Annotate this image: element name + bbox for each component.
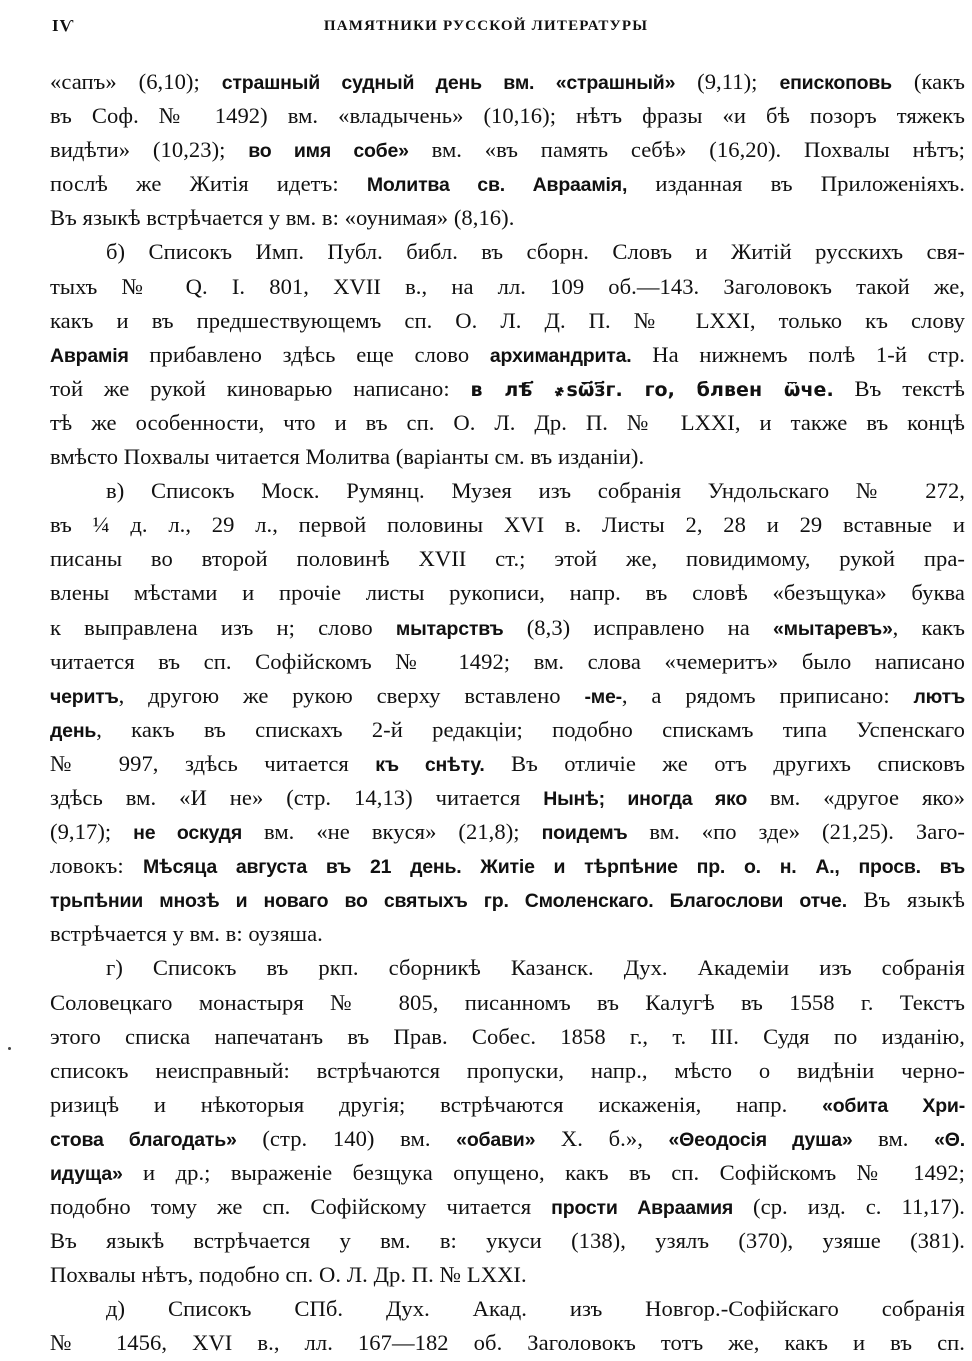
text-line — [50, 338, 965, 372]
bold-text-run: страшный судный день вм. «страшный» — [221, 72, 676, 94]
text-line — [50, 611, 965, 645]
church-slavonic-text-run: в лѣ҃ ҂ѕѿ҃з҃г. го, блвен ѿче. — [470, 378, 834, 401]
text-line — [50, 849, 965, 883]
text-line — [50, 167, 965, 201]
text-line — [50, 508, 965, 542]
bold-text-run: епископовь — [779, 72, 892, 94]
text-line — [50, 1258, 965, 1292]
text-run: въ Соф. № 1492) вм. «владычень» (10,16); нѣтъ фразы «и бѣ позоръ тяжекъ — [50, 103, 965, 129]
bold-text-run: -ме- — [584, 685, 622, 708]
text-run: тѣ же особенности, что и въ сп. О. Л. Др. П. № LXXI, и также въ концѣ — [50, 409, 965, 435]
text-run: Похвалы нѣтъ, подобно сп. О. Л. Др. П. № LXXI. — [50, 1262, 527, 1288]
text-run: б) Списокъ Имп. Публ. библ. въ сборн. Словъ и Житій русскихъ свя- — [106, 239, 965, 265]
bold-text-run: идуща» — [50, 1163, 123, 1185]
bold-text-run: Мѣсяца августа въ 21 день. Житіе и тѣрпѣние пр. о. н. А., просв. въ — [142, 856, 965, 879]
text-run: ризицѣ и нѣкоторыя другія; встрѣчаются искаженія, напр. — [50, 1091, 823, 1117]
text-run: № 1456, XVI в., лл. 167—182 об. Заголовокъ тотъ же, какъ и въ сп. — [50, 1330, 965, 1356]
bold-text-run: лютъ — [913, 685, 966, 708]
bold-text-run: прости Авраамия — [551, 1197, 734, 1220]
bold-text-run: къ снѣту. — [375, 753, 485, 776]
text-line — [50, 440, 965, 474]
text-line — [50, 270, 965, 304]
text-run: Въ языкѣ встрѣчается у вм. в: «оунимая» (8,16). — [50, 205, 515, 231]
text-line — [50, 406, 965, 440]
bold-text-run: архимандрита. — [489, 344, 632, 367]
text-run: послѣ же Житія идетъ: — [50, 171, 367, 197]
text-run: вм. — [852, 1125, 935, 1151]
text-line — [50, 474, 965, 508]
bold-text-run: поидемъ — [541, 822, 628, 845]
text-line — [50, 1224, 965, 1258]
text-line — [50, 1326, 965, 1360]
text-run: , какъ въ спискахъ 2-й редакціи; подобно спискамъ типа Успенскаго — [96, 716, 965, 742]
text-line — [50, 133, 965, 167]
text-line — [50, 713, 965, 747]
bold-text-run: «обави» — [456, 1128, 536, 1151]
text-line — [50, 679, 965, 713]
text-run: здѣсь вм. «И не» (стр. 14,13) читается — [50, 784, 544, 810]
text-run: г) Списокъ въ ркп. сборникѣ Казанск. Дух. Академіи изъ собранія — [106, 955, 965, 981]
text-run: списокъ неисправный: встрѣчаются пропуски, напр., мѣсто о видѣніи черно- — [50, 1057, 965, 1083]
text-run: «сапъ» (6,10); — [50, 69, 222, 94]
bold-text-run: Нынѣ; иногда яко — [543, 787, 748, 810]
text-run: изданная въ Приложеніяхъ. — [627, 171, 965, 197]
text-run: (ср. изд. с. 11,17). — [733, 1194, 965, 1220]
bold-text-run: стова благодать» — [50, 1128, 237, 1151]
text-line — [50, 781, 965, 815]
text-line — [50, 542, 965, 576]
bold-text-run: Аврамія — [50, 344, 129, 367]
text-line — [50, 1020, 965, 1054]
text-line — [50, 815, 965, 849]
text-run: читается въ сп. Софійскомъ № 1492; вм. слова «чемеритъ» было написано — [50, 648, 965, 674]
text-run: встрѣчается у вм. в: оузяша. — [50, 921, 323, 947]
text-line — [50, 304, 965, 338]
text-run: (8,3) исправлено на — [503, 614, 773, 640]
text-run: этого списка напечатанъ въ Прав. Собес. 1858 г., т. III. Судя по изданію, — [50, 1023, 965, 1049]
text-run: Соловецкаго монастыря № 805, писанномъ въ Калугѣ въ 1558 г. Текстъ — [50, 989, 965, 1015]
bold-text-run: «Θеодосія душа» — [668, 1128, 853, 1151]
text-line — [50, 235, 965, 269]
text-run: (9,17); — [50, 819, 134, 845]
text-run: в) Списокъ Моск. Румянц. Музея изъ собранія Ундольскаго № 272, — [106, 478, 965, 504]
text-run: вмѣсто Похвалы читается Молитва (варіанты см. въ изданіи). — [50, 444, 645, 470]
text-run: подобно тому же сп. Софійскому читается — [50, 1194, 552, 1220]
text-run: , а рядомъ приписано: — [621, 682, 914, 708]
text-line — [50, 1054, 965, 1088]
bold-text-run: день — [50, 719, 97, 742]
text-line — [50, 917, 965, 951]
text-run: видѣти» (10,23); — [50, 137, 249, 163]
text-run: Въ отличіе же отъ другихъ списковъ — [484, 750, 965, 776]
text-line — [50, 576, 965, 610]
text-run: Х. б.», — [535, 1125, 669, 1151]
text-run: вм. «въ память себѣ» (16,20). Похвалы нѣтъ; — [408, 137, 966, 163]
text-line — [50, 645, 965, 679]
text-line — [50, 201, 965, 235]
text-run: к выправлена изъ н; слово — [50, 614, 396, 640]
text-run: Въ текстѣ — [833, 375, 965, 401]
text-line — [50, 1156, 965, 1190]
text-line — [50, 883, 965, 917]
text-run: № 997, здѣсь читается — [50, 750, 376, 776]
bold-text-run: не оскудя — [133, 822, 243, 845]
bold-text-run: «обита Хри- — [822, 1094, 965, 1117]
page-number: IѴ — [52, 16, 75, 35]
text-run: (9,11); — [675, 69, 780, 94]
text-run: и др.; выраженіе безщука опущено, какъ въ сп. Софійскомъ № 1492; — [122, 1160, 965, 1185]
bold-text-run: во имя собе» — [248, 140, 409, 163]
text-line — [50, 99, 965, 133]
text-run: въ ¼ д. л., 29 л., первой половины XVI в. Листы 2, 28 и 29 вставные и — [50, 512, 965, 538]
text-line — [50, 1292, 965, 1326]
text-run: Въ языкѣ встрѣчается у вм. в: укуси (138), узялъ (370), узяше (381). — [50, 1228, 965, 1254]
bold-text-run: Молитва св. Авраамія, — [366, 174, 628, 197]
scan-artifact — [8, 1047, 11, 1050]
text-run: вм. «не вкуся» (21,8); — [242, 819, 542, 845]
text-run: д) Списокъ СПб. Дух. Акад. изъ Новгор.-Софійскаго собранія — [106, 1296, 965, 1322]
text-run: Въ языкѣ — [846, 887, 965, 913]
text-run: влены мѣстами и прочіе листы рукописи, напр. въ словѣ «безъщука» буква — [50, 580, 965, 606]
text-run: прибавлено здѣсь еще слово — [128, 341, 490, 367]
text-run: (стр. 140) вм. — [236, 1125, 457, 1151]
bold-text-run: «Θ. — [934, 1128, 965, 1151]
text-line — [50, 65, 965, 99]
text-line — [50, 747, 965, 781]
bold-text-run: мытарствъ — [395, 617, 504, 640]
body-text — [50, 65, 965, 1361]
text-run: На нижнемъ полѣ 1-й стр. — [631, 341, 965, 367]
text-run: тыхъ № Q. I. 801, XVII в., на лл. 109 об.—143. Заголовокъ такой же, — [50, 273, 965, 299]
text-line — [50, 372, 965, 406]
text-run: писаны во второй половинѣ XVII ст.; этой же, повидимому, рукой пра- — [50, 546, 965, 572]
text-run: какъ и въ предшествующемъ сп. О. Л. Д. П. № LXXI, только къ слову — [50, 307, 965, 333]
text-line — [50, 986, 965, 1020]
text-line — [50, 1088, 965, 1122]
bold-text-run: «мытаревъ» — [773, 617, 893, 640]
text-run: , какъ — [892, 614, 966, 640]
text-line — [50, 951, 965, 985]
running-head — [48, 16, 924, 42]
bold-text-run: черитъ — [50, 685, 119, 708]
text-line — [50, 1190, 965, 1224]
text-run: , другою же рукою сверху вставлено — [118, 682, 585, 708]
text-run: ловокъ: — [50, 853, 143, 879]
text-run: вм. «другое яко» — [747, 784, 965, 810]
text-run: вм. «по зде» (21,25). Заго- — [627, 819, 966, 845]
text-run: (какъ — [891, 69, 965, 94]
running-title: ПАМЯТНИКИ РУССКОЙ ЛИТЕРАТУРЫ — [323, 18, 649, 34]
text-run: той же рукой киноварью написано: — [50, 375, 471, 401]
bold-text-run: трьпѣнии мнозѣ и новаго во святыхъ гр. Смоленскаго. Благослови отче. — [50, 890, 847, 913]
text-line — [50, 1122, 965, 1156]
